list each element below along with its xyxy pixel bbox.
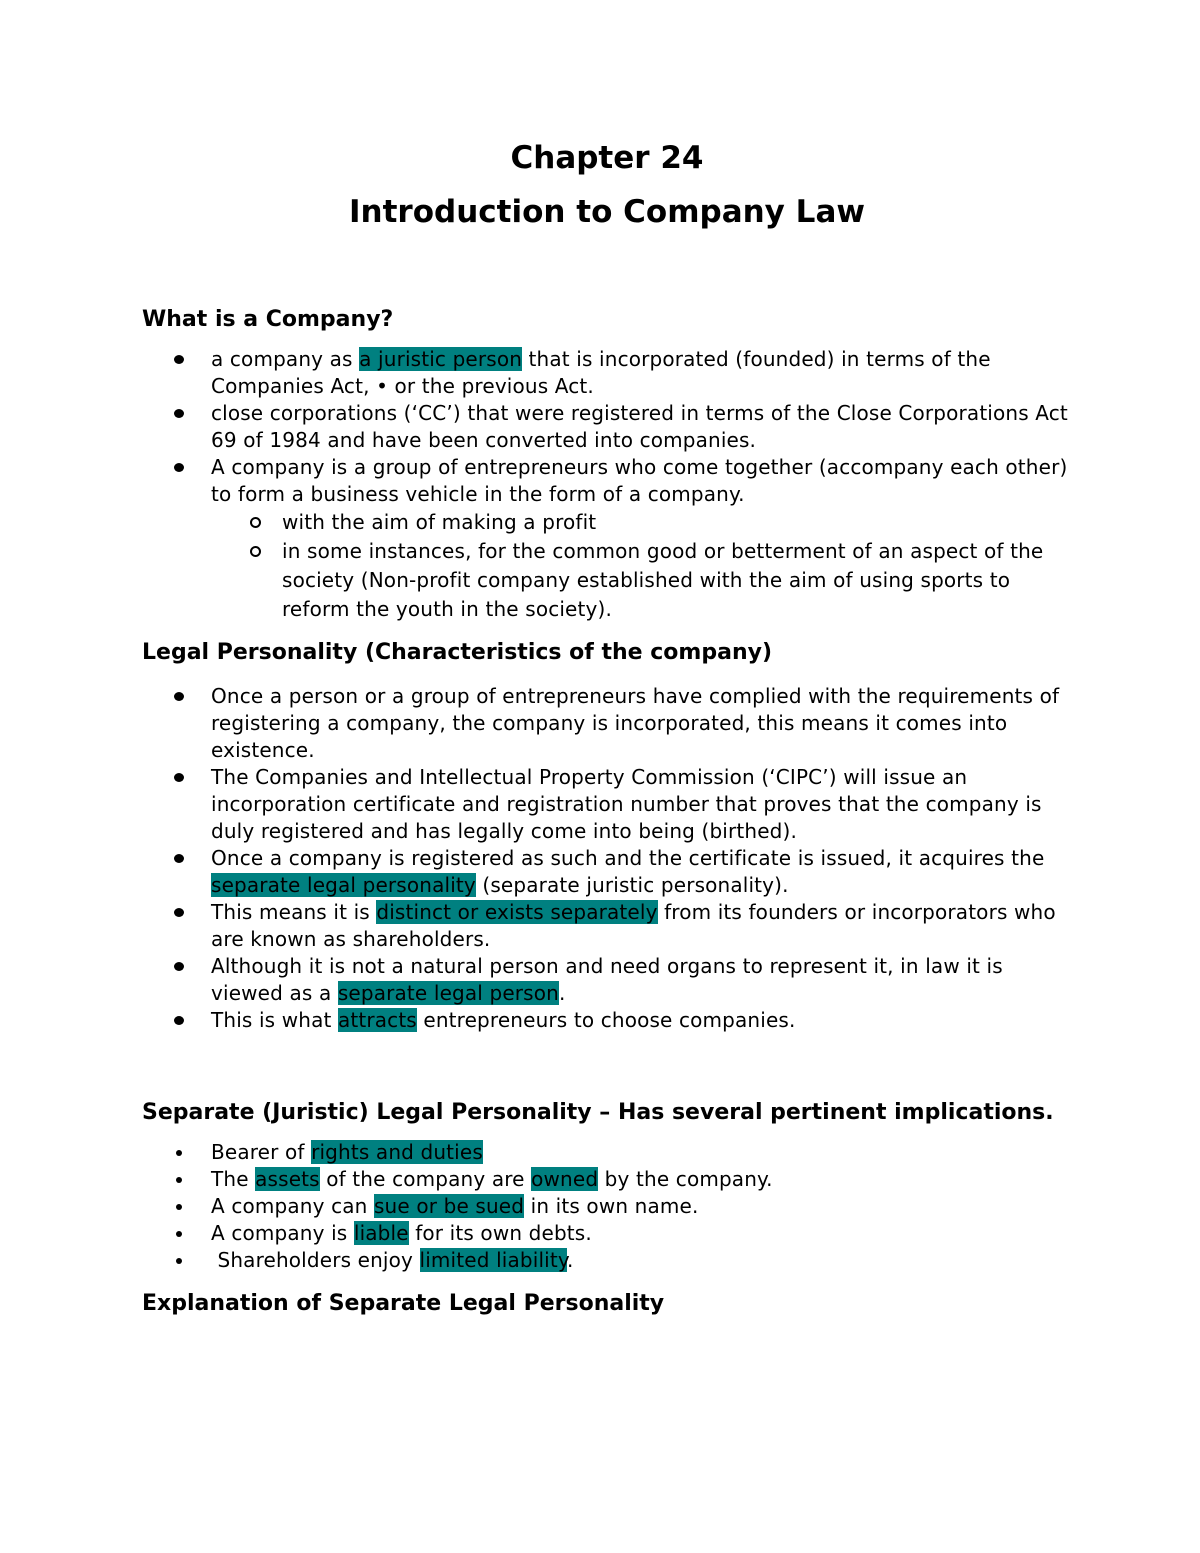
sub-list-item: with the aim of making a profit	[142, 508, 1072, 537]
hollow-bullet-icon	[250, 546, 261, 557]
section-heading-explanation: Explanation of Separate Legal Personality	[142, 1291, 665, 1317]
bullet-icon	[176, 1150, 182, 1156]
list-item: A company is a group of entrepreneurs who come together (accompany each other) to form a business vehicle in the form of a company. with the aim of making a profit in some instances, for the common good or betterment of an aspect of the society (Non-profit company established with the aim of using sports to reform the youth in the society).	[142, 454, 1072, 624]
bullet-icon	[174, 1016, 184, 1025]
list-item: This is what attracts entrepreneurs to choose companies.	[142, 1007, 1072, 1034]
list-item: Once a person or a group of entrepreneurs have complied with the requirements of registering a company, the company is incorporated, this means it comes into existence.	[142, 683, 1072, 764]
list-item: The Companies and Intellectual Property Commission (‘CIPC’) will issue an incorporation certificate and registration number that proves that the company is duly registered and has legally come into being (birthed).	[142, 764, 1072, 845]
section-heading-legal-personality: Legal Personality (Characteristics of the company)	[142, 640, 772, 666]
list-item: Once a company is registered as such and the certificate is issued, it acquires the separate legal personality (separate juristic personality).	[142, 845, 1072, 899]
highlighted-text: assets	[255, 1167, 320, 1192]
highlighted-text: sue or be sued	[373, 1194, 525, 1219]
list-item: A company can sue or be sued in its own name.	[142, 1193, 1072, 1220]
list-item: Bearer of rights and duties	[142, 1139, 1072, 1166]
list-item: This means it is distinct or exists separately from its founders or incorporators who are known as shareholders.	[142, 899, 1072, 953]
bullet-list-legal-personality	[142, 683, 1072, 1034]
bullet-icon	[174, 854, 184, 863]
bullet-list-implications	[142, 1139, 1072, 1274]
hollow-bullet-icon	[250, 517, 261, 528]
list-item: close corporations (‘CC’) that were registered in terms of the Close Corporations Act 69 of 1984 and have been converted into companies.	[142, 400, 1072, 454]
highlighted-text: a juristic person	[359, 347, 523, 372]
bullet-icon	[176, 1231, 182, 1237]
bullet-icon	[176, 1204, 182, 1210]
highlighted-text: attracts	[338, 1008, 417, 1033]
bullet-icon	[174, 962, 184, 971]
section-heading-separate-legal-personality: Separate (Juristic) Legal Personality – Has several pertinent implications.	[142, 1100, 1054, 1126]
bullet-icon	[176, 1177, 182, 1183]
list-item: a company as a juristic person that is incorporated (founded) in terms of the Companies Act, • or the previous Act.	[142, 346, 1072, 400]
sub-bullet-list	[142, 508, 1072, 624]
chapter-subtitle: Introduction to Company Law	[349, 194, 865, 231]
highlighted-text: liable	[353, 1221, 409, 1246]
highlighted-text: distinct or exists separately	[376, 900, 658, 925]
highlighted-text: rights and duties	[311, 1140, 483, 1165]
sub-list-item: in some instances, for the common good or betterment of an aspect of the society (Non-profit company established with the aim of using sports to reform the youth in the society).	[142, 537, 1072, 624]
list-item: A company is liable for its own debts.	[142, 1220, 1072, 1247]
highlighted-text: separate legal personality	[211, 873, 476, 898]
list-item: The assets of the company are owned by the company.	[142, 1166, 1072, 1193]
highlighted-text: limited liability	[419, 1248, 567, 1273]
highlighted-text: owned	[531, 1167, 599, 1192]
list-item: Shareholders enjoy limited liability.	[142, 1247, 1072, 1274]
bullet-icon	[176, 1258, 182, 1264]
bullet-icon	[174, 355, 184, 364]
document-page	[142, 140, 1072, 1319]
bullet-list-what-is-company	[142, 346, 1072, 624]
bullet-icon	[174, 463, 184, 472]
chapter-title: Chapter 24	[510, 140, 704, 176]
bullet-icon	[174, 908, 184, 917]
bullet-icon	[174, 773, 184, 782]
section-heading-what-is-company: What is a Company?	[142, 307, 394, 333]
list-item: Although it is not a natural person and need organs to represent it, in law it is viewed as a separate legal person.	[142, 953, 1072, 1007]
bullet-icon	[174, 692, 184, 701]
bullet-icon	[174, 409, 184, 418]
highlighted-text: separate legal person	[337, 981, 559, 1006]
